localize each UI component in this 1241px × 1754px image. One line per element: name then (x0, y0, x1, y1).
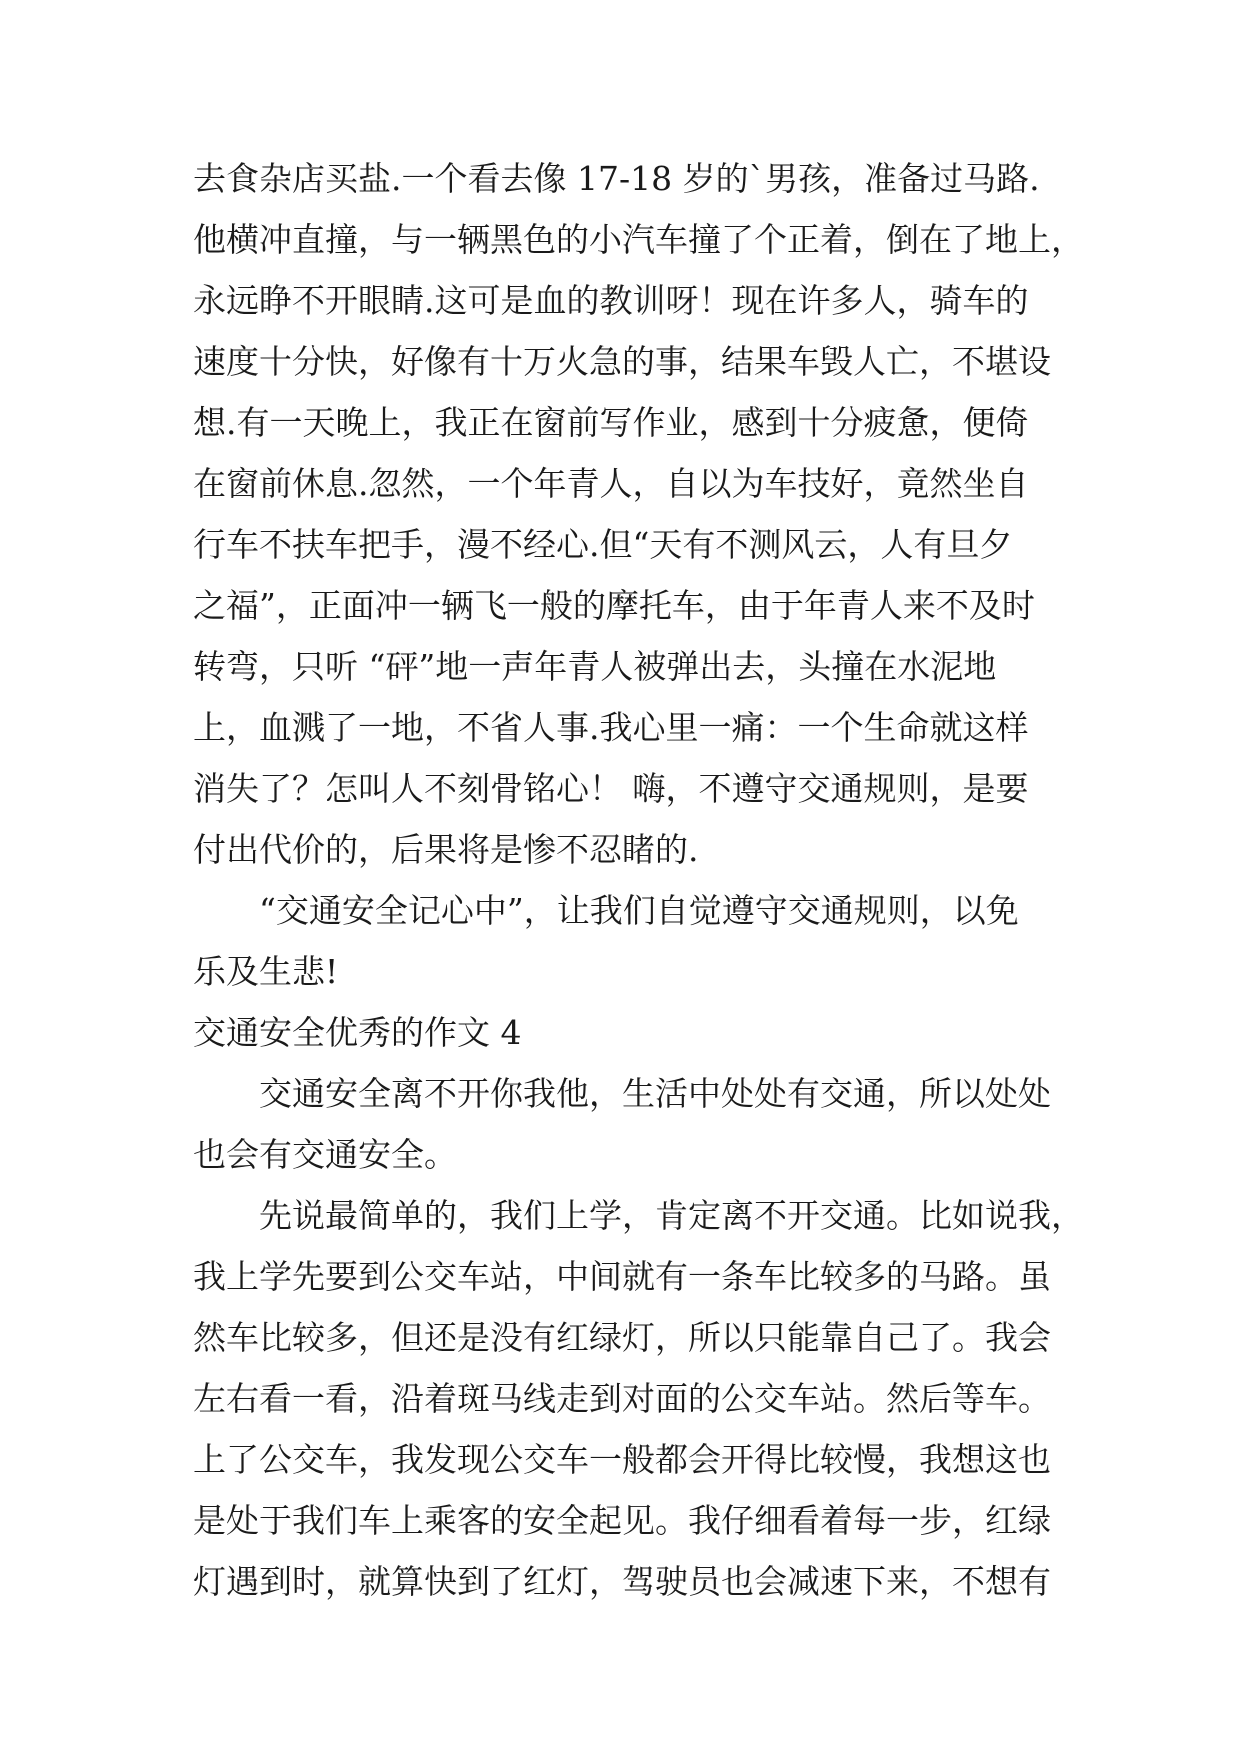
paragraph-2 (193, 880, 1073, 1002)
document-body (193, 148, 1084, 1612)
paragraph-1 (193, 148, 1084, 880)
text-line: 先说最简单的，我们上学，肯定离不开交通。比如说我， (259, 1196, 1084, 1235)
text-line: 左右看一看，沿着斑马线走到对面的公交车站。然后等车。 (193, 1379, 1051, 1418)
text-line: 然车比较多，但还是没有红绿灯，所以只能靠自己了。我会 (193, 1318, 1051, 1357)
text-line: 上，血溅了一地，不省人事.我心里一痛：一个生命就这样 (193, 708, 1029, 747)
text-line: 乐及生悲! (193, 952, 339, 991)
text-line: 去食杂店买盐.一个看去像 17-18 岁的`男孩，准备过马路. (193, 159, 1040, 198)
text-line: 是处于我们车上乘客的安全起见。我仔细看着每一步，红绿 (193, 1501, 1051, 1540)
text-line: 速度十分快，好像有十万火急的事，结果车毁人亡，不堪设 (193, 342, 1051, 381)
text-line: 在窗前休息.忽然，一个年青人，自以为车技好，竟然坐自 (193, 464, 1029, 503)
text-line: 交通安全离不开你我他，生活中处处有交通，所以处处 (259, 1074, 1051, 1113)
paragraph-4 (193, 1185, 1084, 1612)
text-line: 消失了？怎叫人不刻骨铭心！ 嗨，不遵守交通规则，是要 (193, 769, 1029, 808)
text-line: 也会有交通安全。 (193, 1135, 457, 1174)
text-line: 付出代价的，后果将是惨不忍睹的. (193, 830, 699, 869)
section-heading: 交通安全优秀的作文 4 (193, 1013, 522, 1052)
text-line: 行车不扶车把手，漫不经心.但“天有不测风云，人有旦夕 (193, 525, 1013, 564)
paragraph-3 (193, 1063, 1073, 1185)
text-line: 转弯，只听 “砰”地一声年青人被弹出去，头撞在水泥地 (193, 647, 997, 686)
text-line: 灯遇到时，就算快到了红灯，驾驶员也会减速下来，不想有 (193, 1562, 1051, 1601)
text-line: 永远睁不开眼睛.这可是血的教训呀！现在许多人，骑车的 (193, 281, 1029, 320)
text-line: 想.有一天晚上，我正在窗前写作业，感到十分疲惫，便倚 (193, 403, 1029, 442)
text-line: “交通安全记心中”，让我们自觉遵守交通规则，以免 (259, 891, 1019, 930)
text-line: 我上学先要到公交车站，中间就有一条车比较多的马路。虽 (193, 1257, 1051, 1296)
text-line: 上了公交车，我发现公交车一般都会开得比较慢，我想这也 (193, 1440, 1051, 1479)
text-line: 之福”，正面冲一辆飞一般的摩托车，由于年青人来不及时 (193, 586, 1035, 625)
text-line: 他横冲直撞，与一辆黑色的小汽车撞了个正着，倒在了地上， (193, 220, 1084, 259)
